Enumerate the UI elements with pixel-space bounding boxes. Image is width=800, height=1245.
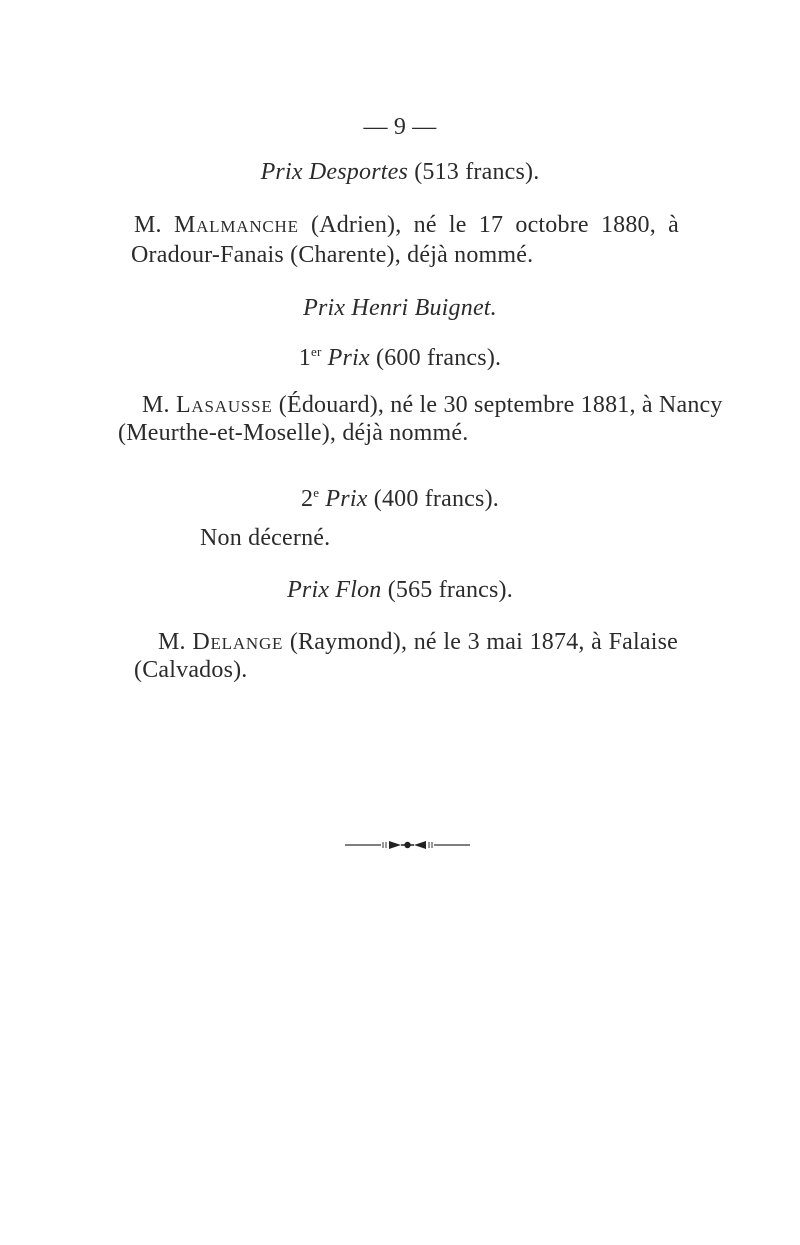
prize-rank-suffix: er: [310, 344, 322, 359]
entry-text: (Adrien), né le 17 octobre 1880, à: [298, 212, 679, 238]
prize-desportes-amount: (513 francs).: [408, 159, 540, 185]
entry-prefix: M.: [158, 629, 193, 655]
prize-desportes-title: Prix Desportes: [260, 159, 409, 185]
laureate-name: Lasausse: [175, 392, 273, 418]
prize-buignet-title: Prix Henri Buignet.: [303, 295, 497, 321]
prize-flon-heading: [0, 575, 800, 605]
buignet-entry-line-1: [142, 390, 723, 420]
entry-text: (Édouard), né le 30 septembre 1881, à Nancy: [272, 392, 723, 418]
prize-label: Prix: [327, 345, 370, 371]
laureate-name: Malmanche: [173, 212, 299, 238]
prize-rank: 2: [301, 486, 314, 512]
buignet-entry-line-2: (Meurthe-et-Moselle), déjà nommé.: [118, 420, 469, 446]
desportes-entry-line-1: [134, 210, 679, 240]
prize-rank-suffix: e: [313, 485, 320, 500]
page-number: — 9 —: [363, 114, 437, 140]
prize-amount: (600 francs).: [369, 345, 502, 371]
flon-entry-line-1: [158, 627, 678, 657]
laureate-name: Delange: [192, 629, 284, 655]
prize-label: Prix: [325, 486, 368, 512]
buignet-second-prize-heading: [0, 478, 800, 514]
printer-ornament-icon: [345, 836, 470, 854]
prize-flon-title: Prix Flon: [287, 577, 382, 603]
entry-text: (Raymond), né le 3 mai 1874, à Falaise: [283, 629, 678, 655]
prize-amount: (400 francs).: [367, 486, 499, 512]
entry-prefix: M.: [142, 392, 176, 418]
prize-rank: 1: [298, 345, 311, 371]
desportes-entry-line-2: Oradour-Fanais (Charente), déjà nommé.: [131, 242, 534, 268]
entry-prefix: M.: [134, 212, 174, 238]
second-prize-result: Non décerné.: [200, 525, 331, 551]
flon-entry-line-2: (Calvados).: [134, 657, 248, 683]
prize-desportes-heading: [0, 157, 800, 187]
buignet-first-prize-heading: [0, 337, 800, 373]
prize-flon-amount: (565 francs).: [381, 577, 513, 603]
